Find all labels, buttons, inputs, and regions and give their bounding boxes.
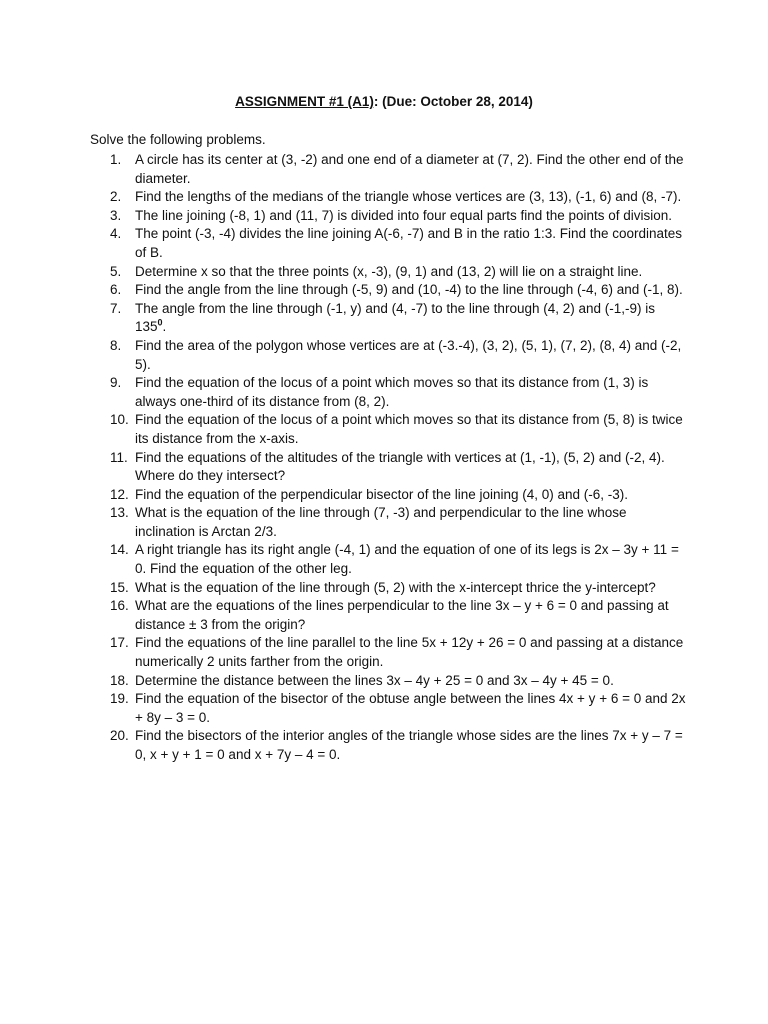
problem-number: 15. xyxy=(110,579,129,595)
problem-text: Find the equations of the line parallel to the line 5x + 12y + 26 = 0 and passing at a distance numerically 2 units farther from the origin. xyxy=(135,635,684,670)
problem-item xyxy=(90,634,690,671)
problem-item xyxy=(90,300,690,337)
problem-text: Find the bisectors of the interior angles of the triangle whose sides are the lines 7x + y – 7 = 0, x + y + 1 = 0 and x + 7y – 4 = 0. xyxy=(135,728,683,762)
problem-number: 13. xyxy=(110,505,129,521)
problem-text: Find the equation of the locus of a point which moves so that its distance from (5, 8) is twice its distance from the x-axis. xyxy=(135,412,683,446)
problem-number: 4. xyxy=(110,226,122,242)
problem-text: Find the angle from the line through (-5, 9) and (10, -4) to the line through (-4, 6) and (-1, 8). xyxy=(135,282,683,298)
problem-text: A right triangle has its right angle (-4, 1) and the equation of one of its legs is 2x – 3y + 11 = 0. Find the equation of the other leg. xyxy=(135,542,679,577)
problem-text: Find the equations of the altitudes of the triangle with vertices at (1, -1), (5, 2) and (-2, 4). Where do they intersect? xyxy=(135,449,665,484)
problem-text: What is the equation of the line through (7, -3) and perpendicular to the line whose inclination is Arctan 2/3. xyxy=(135,505,627,539)
problem-item xyxy=(90,690,690,727)
problem-item xyxy=(90,207,690,226)
problem-item xyxy=(90,337,690,374)
problem-number: 10. xyxy=(110,412,129,428)
instructions: Solve the following problems. xyxy=(90,132,266,147)
problem-text: The angle from the line through (-1, y) and (4, -7) to the line through (4, 2) and (-1,-9) is 135 xyxy=(135,300,656,335)
problem-text: What is the equation of the line through (5, 2) with the x-intercept thrice the y-intercept? xyxy=(135,579,656,595)
problem-item xyxy=(90,597,690,634)
problem-number: 14. xyxy=(110,542,129,558)
problem-item xyxy=(90,579,690,598)
problem-text-end: . xyxy=(162,319,167,335)
problem-item xyxy=(90,374,690,411)
problem-number: 1. xyxy=(110,152,122,167)
problem-text: Find the equation of the perpendicular bisector of the line joining (4, 0) and (-6, -3). xyxy=(135,486,629,502)
problem-number: 20. xyxy=(110,728,129,744)
problem-text: The point (-3, -4) divides the line joining A(-6, -7) and B in the ratio 1:3. Find the coordinates of B. xyxy=(135,226,683,260)
problem-item xyxy=(90,225,690,262)
problem-text: Find the equation of the bisector of the obtuse angle between the lines 4x + y + 6 = 0 and 2x + 8y – 3 = 0. xyxy=(135,691,686,725)
problem-number: 9. xyxy=(110,375,122,391)
problem-number: 7. xyxy=(110,300,122,316)
problem-item xyxy=(90,504,690,541)
problem-item xyxy=(90,188,690,207)
assignment-title-main: ASSIGNMENT #1 (A1) xyxy=(235,94,374,109)
assignment-title-due: : (Due: October 28, 2014) xyxy=(373,94,533,109)
problem-item xyxy=(90,486,690,505)
assignment-title xyxy=(0,94,768,109)
problem-number: 16. xyxy=(110,598,129,614)
problem-number: 12. xyxy=(110,486,129,502)
problem-number: 19. xyxy=(110,691,129,707)
problem-text: Find the lengths of the medians of the triangle whose vertices are (3, 13), (-1, 6) and (8, -7). xyxy=(135,189,682,205)
problem-text: The line joining (-8, 1) and (11, 7) is divided into four equal parts find the points of division. xyxy=(135,207,673,223)
problem-item xyxy=(90,151,690,188)
problem-number: 6. xyxy=(110,282,122,298)
problem-text: A circle has its center at (3, -2) and one end of a diameter at (7, 2). Find the other end of the diameter. xyxy=(135,152,684,186)
problem-text: Find the equation of the locus of a point which moves so that its distance from (1, 3) is always one-third of its distance from (8, 2). xyxy=(135,375,649,409)
problem-number: 18. xyxy=(110,672,129,688)
problem-text: Find the area of the polygon whose vertices are at (-3.-4), (3, 2), (5, 1), (7, 2), (8, 4) and (-2, 5). xyxy=(135,337,682,372)
problem-item xyxy=(90,449,690,486)
problem-number: 5. xyxy=(110,263,122,279)
problem-item xyxy=(90,672,690,691)
problem-number: 17. xyxy=(110,635,129,651)
problem-number: 2. xyxy=(110,189,122,205)
problem-text: Determine the distance between the lines 3x – 4y + 25 = 0 and 3x – 4y + 45 = 0. xyxy=(135,672,614,688)
problem-list xyxy=(90,151,690,765)
degree-superscript: 0 xyxy=(157,317,163,328)
problem-number: 8. xyxy=(110,337,122,353)
problem-text: What are the equations of the lines perpendicular to the line 3x – y + 6 = 0 and passing at distance ± 3 from the origin? xyxy=(135,598,669,632)
problem-item xyxy=(90,541,690,578)
problem-text: Determine x so that the three points (x, -3), (9, 1) and (13, 2) will lie on a straight line. xyxy=(135,263,643,279)
problem-item xyxy=(90,263,690,282)
problem-item xyxy=(90,411,690,448)
problem-number: 3. xyxy=(110,207,122,223)
problem-number: 11. xyxy=(110,449,128,465)
problem-item xyxy=(90,727,690,764)
problem-item xyxy=(90,281,690,300)
